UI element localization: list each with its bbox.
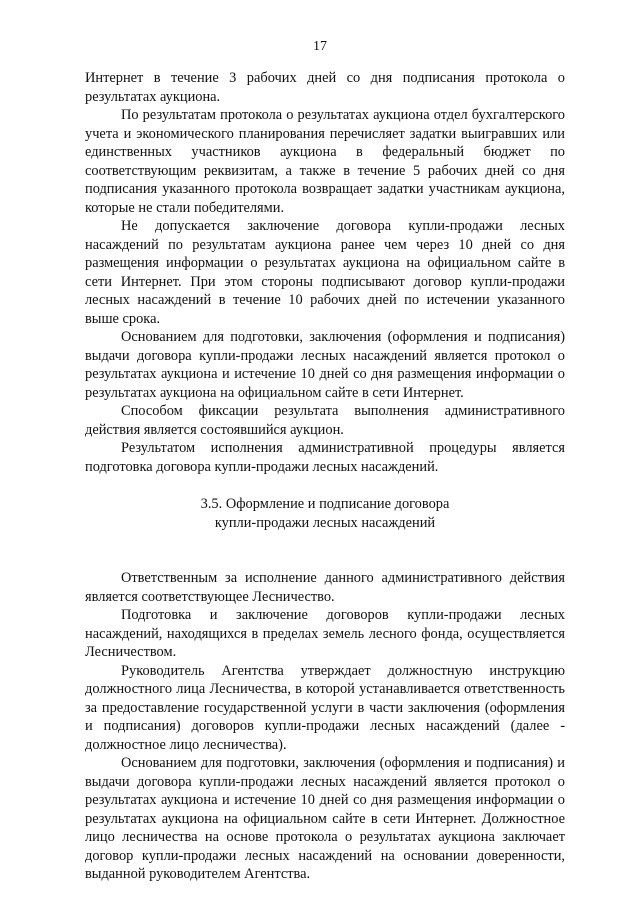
section-heading [85,495,565,532]
paragraphs-before-section [85,69,565,476]
paragraph: Руководитель Агентства утверждает должностную инструкцию должностного лица Лесничества, в которой устанавливается ответственность за предоставление государственной услуги в части заключения (оформления и подписания) договоров купли-продажи лесных насаждений (далее - должностное лицо лесничества). [85,662,565,753]
paragraph: Подготовка и заключение договоров купли-продажи лесных насаждений, находящихся в пределах земель лесного фонда, осуществляется Лесничеством. [85,607,565,660]
paragraph: Интернет в течение 3 рабочих дней со дня подписания протокола о результатах аукциона. [85,70,565,105]
paragraph: Результатом исполнения административной процедуры является подготовка договора купли-продажи лесных насаждений. [85,440,565,475]
paragraph: По результатам протокола о результатах аукциона отдел бухгалтерского учета и экономического планирования перечисляет задатки выигравших или единственных участников аукциона в федеральный бюджет по соответствующим реквизитам, а также в течение 5 рабочих дней со дня подписания указанного протокола возвращает задатки участникам аукциона, которые не стали победителями. [85,107,565,216]
heading-spacer [85,551,565,569]
paragraph: Не допускается заключение договора купли-продажи лесных насаждений по результатам аукциона ранее чем через 10 дней со дня размещения информации о результатах аукциона на официальном сайте в сети Интернет. При этом стороны подписывают договор купли-продажи лесных насаждений в течение 10 рабочих дней по истечении указанного выше срока. [85,218,565,327]
paragraph: Основанием для подготовки, заключения (оформления и подписания) и выдачи договора купли-продажи лесных насаждений является протокол о результатах аукциона и истечение 10 дней со дня размещения информации о результатах аукциона на официальном сайте в сети Интернет. Должностное лицо лесничества на основе протокола о результатах аукциона заключает договор купли-продажи лесных насаждений на основании доверенности, выданной руководителем Агентства. [85,755,565,882]
document-body [85,69,565,884]
paragraphs-after-section [85,569,565,884]
paragraph: Способом фиксации результата выполнения административного действия является состоявшийся аукцион. [85,403,565,438]
paragraph: Основанием для подготовки, заключения (оформления и подписания) выдачи договора купли-продажи лесных насаждений является протокол о результатах аукциона и истечение 10 дней со дня размещения информации о результатах аукциона на официальном сайте в сети Интернет. [85,329,565,401]
paragraph: Ответственным за исполнение данного административного действия является соответствующее Лесничество. [85,570,565,605]
section-heading-line-1: 3.5. Оформление и подписание договора [200,496,450,512]
section-heading-line-2: купли-продажи лесных насаждений [214,514,436,531]
page-number: 17 [313,39,327,54]
